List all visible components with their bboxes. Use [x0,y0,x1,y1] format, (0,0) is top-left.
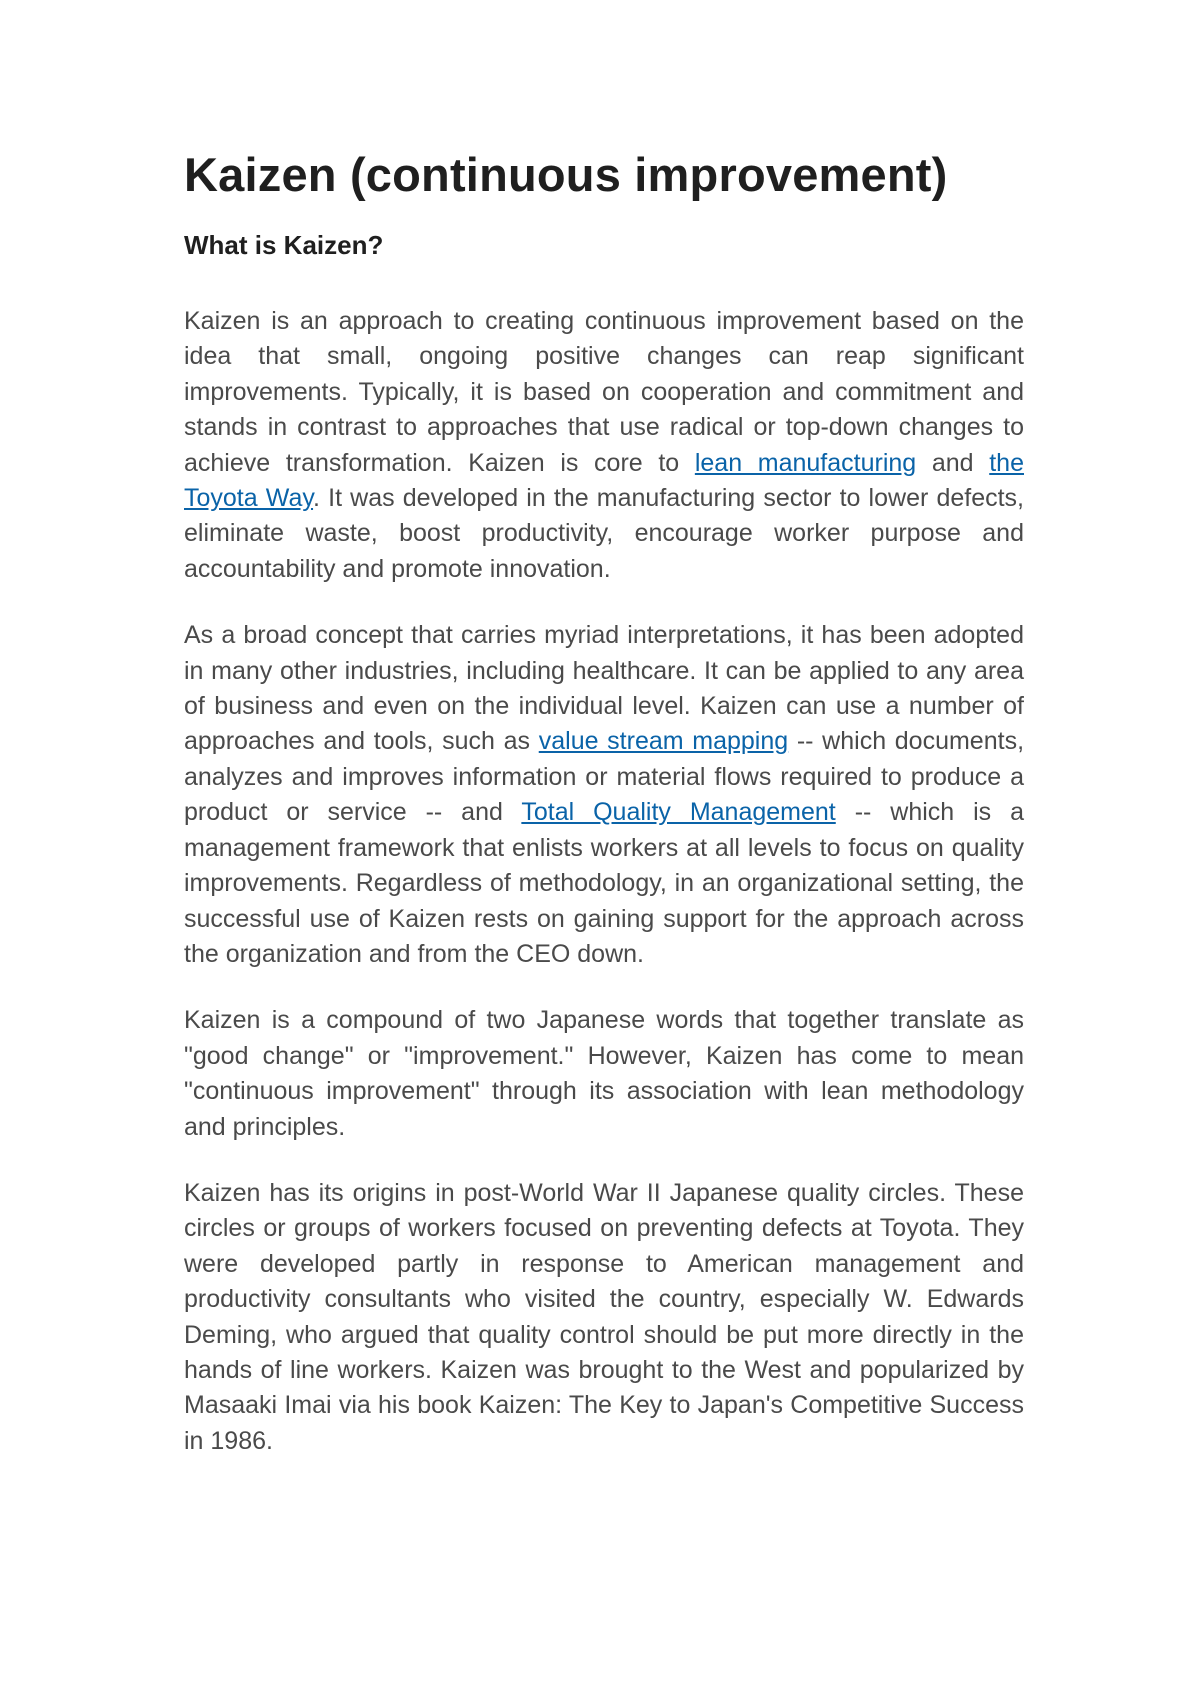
link-toyota-way[interactable]: the Toyota Way [184,448,1024,513]
paragraph-text: Kaizen is an approach to creating continuous improvement based on the idea that small, ongoing positive changes can reap significant improvements. Typically, it is based on cooperation and commitment and stands in contrast to approaches that use radical or top-down changes to achieve transformation. Kaizen is core to [184,307,1024,477]
paragraph-text: -- which documents, analyzes and improves information or material flows required to produce a product or service -- and [184,727,1025,827]
paragraph-text: . It was developed in the manufacturing sector to lower defects, eliminate waste, boost productivity, encourage worker purpose and accountability and promote innovation. [184,484,1024,583]
paragraph-broad-concept [184,618,1024,972]
page-title: Kaizen (continuous improvement) [184,148,948,201]
link-value-stream-mapping[interactable]: value stream mapping [538,727,789,756]
paragraph-etymology: Kaizen is a compound of two Japanese words that together translate as "good change" or "improvement." However, Kaizen has come to mean "continuous improvement" through its association with lean methodology and principles. [184,1006,1024,1141]
section-heading: What is Kaizen? [184,230,384,260]
document-page [184,146,1024,1459]
paragraph-text: -- which is a management framework that enlists workers at all levels to focus on quality improvements. Regardless of methodology, in an organizational setting, the successful use of Kaizen rests on gaining support for the approach across the organization and from the CEO down. [184,798,1024,968]
paragraph-origins: Kaizen has its origins in post-World War II Japanese quality circles. These circles or groups of workers focused on preventing defects at Toyota. They were developed partly in response to American management and productivity consultants who visited the country, especially W. Edwards Deming, who argued that quality control should be put more directly in the hands of line workers. Kaizen was brought to the West and popularized by Masaaki Imai via his book Kaizen: The Key to Japan's Competitive Success in 1986. [184,1178,1024,1455]
link-lean-manufacturing[interactable]: lean manufacturing [694,448,917,477]
paragraph-text: As a broad concept that carries myriad interpretations, it has been adopted in many other industries, including healthcare. It can be applied to any area of business and even on the individual level. Kaizen can use a number of approaches and tools, such as [184,621,1024,756]
paragraph-text: and [916,448,990,477]
link-total-quality-management[interactable]: Total Quality Management [521,798,836,827]
paragraph-intro [184,304,1024,587]
